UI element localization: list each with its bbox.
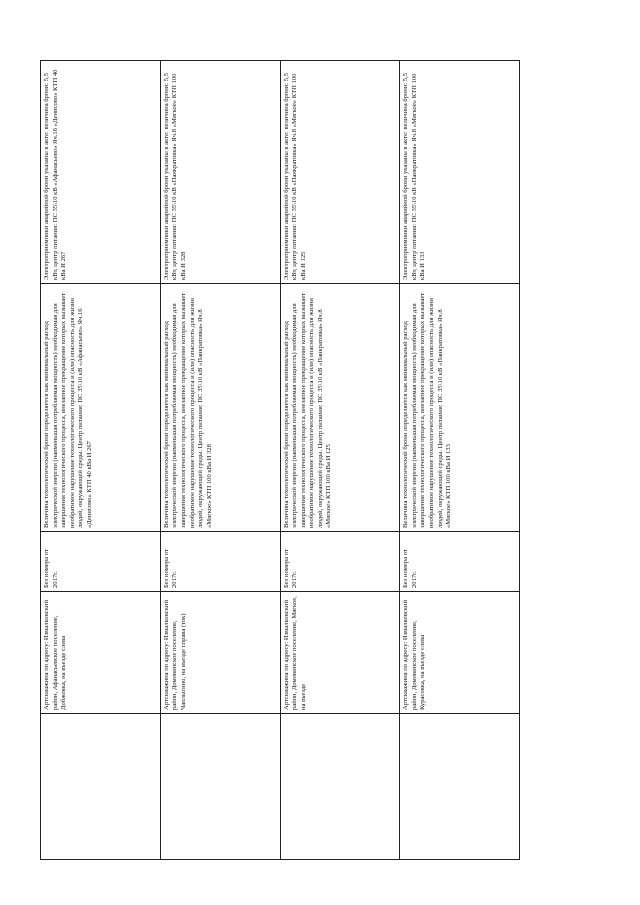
empty-cell xyxy=(280,714,400,860)
place-cell: Артскважина по адресу: Измалковский район, Домовинское поселение, Чаплыгино, на въезде справа (ток) xyxy=(160,592,280,714)
number-cell: Без номера от 2017г. xyxy=(280,532,400,592)
empty-cell xyxy=(41,714,161,860)
description-cell: Величина технологической брони определяется как минимальный расход электрической энергии (наименьшая потребляемая мощность) необходимая для завершения технологического процесса, внезапное прекращение которых вызывает необратимое нарушение технологического процесса и (или) опасность для жизни людей, окружающей среды. Центр питания: ПС 35\10 кВ «Панкратовка» Яч.8 «Мягкое» КТП 100 кВа И 125 xyxy=(280,284,400,532)
note-cell: Электроприемники аварийной брони указаны в акте: величина брони: 5,5 кВт, центр питания: ПС 35\10 кВ «Панкратовка» Яч.8 «Мягкое» КТП 100 кВа И 133 xyxy=(400,61,520,284)
description-cell: Величина технологической брони определяется как минимальный расход электрической энергии (наименьшая потребляемая мощность) необходимая для завершения технологического процесса, внезапное прекращение которых вызывает необратимое нарушение технологического процесса и (или) опасность для жизни людей, окружающей среды. Центр питания: ПС 35\10 кВ «Панкратовка» Яч.8 «Мягкое» КТП 100 кВа И 133 xyxy=(400,284,520,532)
empty-cell xyxy=(400,714,520,860)
number-cell: Без номера от 2017г. xyxy=(41,532,161,592)
number-cell: Без номера от 2017г. xyxy=(160,532,280,592)
table-row xyxy=(160,61,280,860)
place-cell: Артскважина по адресу: Измалковский район, Домовинское поселение, Курасовка, на въезде слева xyxy=(400,592,520,714)
note-cell: Электроприемники аварийной брони указаны в акте: величина брони: 5,5 кВт, центр питания: ПС 35\10 кВ «Афанасьево» Яч.16 «Денисово» КТП 40 кВа И 267 xyxy=(41,61,161,284)
note-cell: Электроприемники аварийной брони указаны в акте: величина брони: 5,5 кВт, центр питания: ПС 35\10 кВ «Панкратовка» Яч.8 «Мягкое» КТП 100 кВа И 328 xyxy=(160,61,280,284)
empty-cell xyxy=(160,714,280,860)
table-row xyxy=(400,61,520,860)
table-row xyxy=(280,61,400,860)
rotated-page xyxy=(40,60,520,860)
number-cell: Без номера от 2017г. xyxy=(400,532,520,592)
description-cell: Величина технологической брони определяется как минимальный расход электрической энергии (наименьшая потребляемая мощность) необходимая для завершения технологического процесса, внезапное прекращение которых вызывает необратимое нарушение технологического процесса и (или) опасность для жизни людей, окружающей среды. Центр питания: ПС 35\10 кВ «Панкратовка» Яч.8 «Мягкое» КТП 100 кВа И 328 xyxy=(160,284,280,532)
note-cell: Электроприемники аварийной брони указаны в акте: величина брони: 5,5 кВт, центр питания: ПС 35\10 кВ «Панкратовка» Яч.8 «Мягкое» КТП 100 кВа И 125 xyxy=(280,61,400,284)
table-row xyxy=(41,61,161,860)
place-cell: Артскважина по адресу: Измалковский район, Домовинское поселение, Мягкое, на въезде xyxy=(280,592,400,714)
place-cell: Артскважина по адресу: Измалковский район, Афанасьевское поселение, Добжовка, на въезде слева xyxy=(41,592,161,714)
brone-table xyxy=(40,60,520,860)
description-cell: Величина технологической брони определяется как минимальный расход электрической энергии (наименьшая потребляемая мощность) необходимая для завершения технологического процесса, внезапное прекращение которых вызывает необратимое нарушение технологического процесса и (или) опасность для жизни людей, окружающей среды. Центр питания: ПС 35\10 кВ «Афанасьево» Яч.16 «Денисово» КТП 40 кВа И 267 xyxy=(41,284,161,532)
